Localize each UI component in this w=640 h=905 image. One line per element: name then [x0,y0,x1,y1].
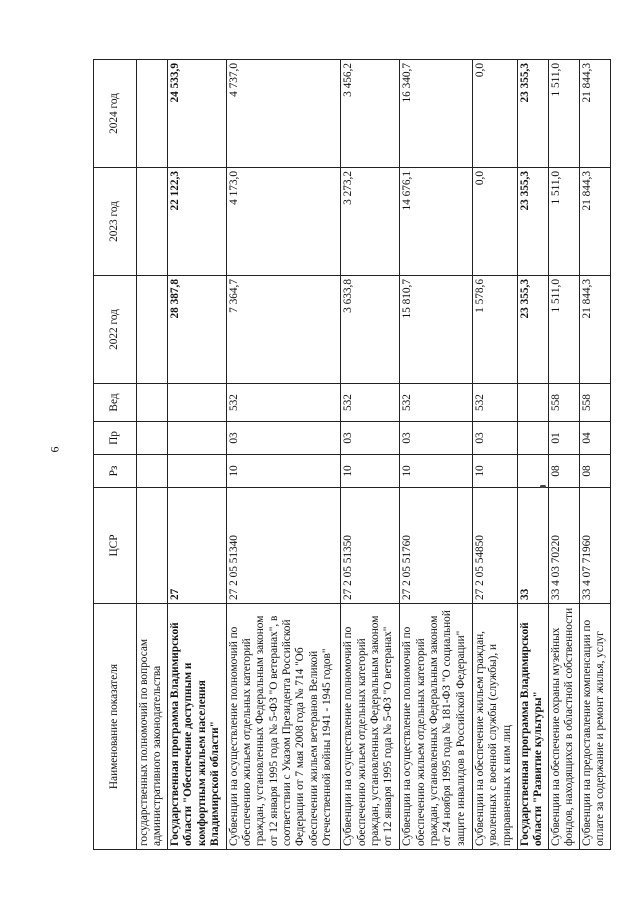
cell-pr: 03 [400,422,473,455]
cell-ved [167,384,226,422]
cell-y2024: 4 737,0 [226,60,341,168]
cell-ved: 532 [226,384,341,422]
cell-name: Государственная программа Владимирской области "Обеспечение доступным и комфортным жильем населения Владимирской области" [167,604,226,850]
cell-name: Государственная программа Владимирской области "Развитие культуры" [517,604,548,850]
cell-csr: 33 4 07 71960 [579,488,610,604]
table-row [473,60,518,850]
cell-csr: 33 [517,488,548,604]
cell-y2022: 1 511,0 [548,276,579,384]
cell-rz: 10 [400,455,473,488]
cell-y2022: 7 364,7 [226,276,341,384]
cell-y2022: 15 810,7 [400,276,473,384]
cell-y2023: 3 273,2 [341,168,400,276]
cell-ved [137,384,168,422]
cell-name: Субвенции на осуществление полномочий по обеспечению жильем отдельных категорий граждан, установленных Федеральным законом от 12 января 1995 года № 5-ФЗ "О ветеранах", в соответствии с Указом Президента Российской Федерации от 7 мая 2008 года № 714 "Об обеспечении жильем ветеранов Великой Отечественной войны 1941 - 1945 годов" [226,604,341,850]
cell-y2023: 1 511,0 [548,168,579,276]
cell-pr: 01 [548,422,579,455]
header-pr: Пр [94,422,137,455]
cell-ved: 558 [579,384,610,422]
cell-rz: 08 [579,455,610,488]
table-row [517,60,548,850]
header-name: Наименование показателя [94,604,137,850]
cell-csr [137,488,168,604]
cell-y2024: 16 340,7 [400,60,473,168]
cell-csr: 27 [167,488,226,604]
cell-y2022: 23 355,3 [517,276,548,384]
cell-y2022: 1 578,6 [473,276,518,384]
cell-pr: 04 [579,422,610,455]
table-row [226,60,341,850]
cell-y2023: 14 676,1 [400,168,473,276]
cell-pr: 03 [473,422,518,455]
header-ved: Вед [94,384,137,422]
cell-y2024: 24 533,9 [167,60,226,168]
cell-ved: 532 [400,384,473,422]
cell-y2022: 21 844,3 [579,276,610,384]
cell-y2023: 21 844,3 [579,168,610,276]
cell-y2023: 22 122,3 [167,168,226,276]
table-row [548,60,579,850]
cell-rz [167,455,226,488]
header-2022: 2022 год [94,276,137,384]
cell-y2024: 21 844,3 [579,60,610,168]
cell-csr: 27 2 05 51350 [341,488,400,604]
header-2023: 2023 год [94,168,137,276]
cell-y2024: 23 355,3 [517,60,548,168]
cell-name: Субвенции на осуществление полномочий по обеспечению жильем отдельных категорий граждан, установленных Федеральным законом от 24 ноября 1995 года № 181-ФЗ "О социальной защите инвалидов в Российской Федерации" [400,604,473,850]
cell-csr: 27 2 05 51760 [400,488,473,604]
cell-csr: 27 2 05 54850 [473,488,518,604]
cell-rz: 10 [341,455,400,488]
stray-mark [540,485,546,488]
header-2024: 2024 год [94,60,137,168]
cell-pr [167,422,226,455]
cell-y2024: 3 456,2 [341,60,400,168]
cell-rz: 10 [226,455,341,488]
cell-name: Субвенции на обеспечение охраны музейных фондов, находящихся в областной собственности [548,604,579,850]
rotated-table-stage [93,60,611,850]
cell-y2024: 0,0 [473,60,518,168]
header-rz: Рз [94,455,137,488]
cell-ved: 558 [548,384,579,422]
table-frame [93,60,611,850]
cell-csr: 33 4 03 70220 [548,488,579,604]
cell-y2022: 28 387,8 [167,276,226,384]
cell-rz: 10 [473,455,518,488]
cell-y2024: 1 511,0 [548,60,579,168]
budget-table [93,59,611,850]
cell-ved [517,384,548,422]
cell-y2022: 3 633,8 [341,276,400,384]
cell-y2023: 4 173,0 [226,168,341,276]
cell-rz [517,455,548,488]
cell-rz [137,455,168,488]
cell-y2023: 0,0 [473,168,518,276]
page-number: 6 [47,446,62,453]
cell-name: Субвенции на предоставление компенсации по оплате за содержание и ремонт жилья, услуг [579,604,610,850]
cell-ved: 532 [473,384,518,422]
cell-ved: 532 [341,384,400,422]
cell-y2023 [137,168,168,276]
cell-y2022 [137,276,168,384]
cell-pr: 03 [341,422,400,455]
cell-y2024 [137,60,168,168]
table-row [341,60,400,850]
table-row [167,60,226,850]
table-row [400,60,473,850]
cell-name: Субвенции на обеспечение жильем граждан, уволенных с военной службы (службы), и приравненных к ним лиц [473,604,518,850]
cell-y2023: 23 355,3 [517,168,548,276]
table-row [579,60,610,850]
header-csr: ЦСР [94,488,137,604]
cell-pr [137,422,168,455]
cell-pr: 03 [226,422,341,455]
cell-name: Субвенции на осуществление полномочий по обеспечению жильем отдельных категорий граждан, установленных Федеральным законом от 12 января 1995 года № 5-ФЗ "О ветеранах" [341,604,400,850]
table-body [137,60,611,850]
cell-rz: 08 [548,455,579,488]
cell-pr [517,422,548,455]
cell-csr: 27 2 05 51340 [226,488,341,604]
cell-name: государственных полномочий по вопросам административного законодательства [137,604,168,850]
table-header-row [94,60,137,850]
table-row [137,60,168,850]
